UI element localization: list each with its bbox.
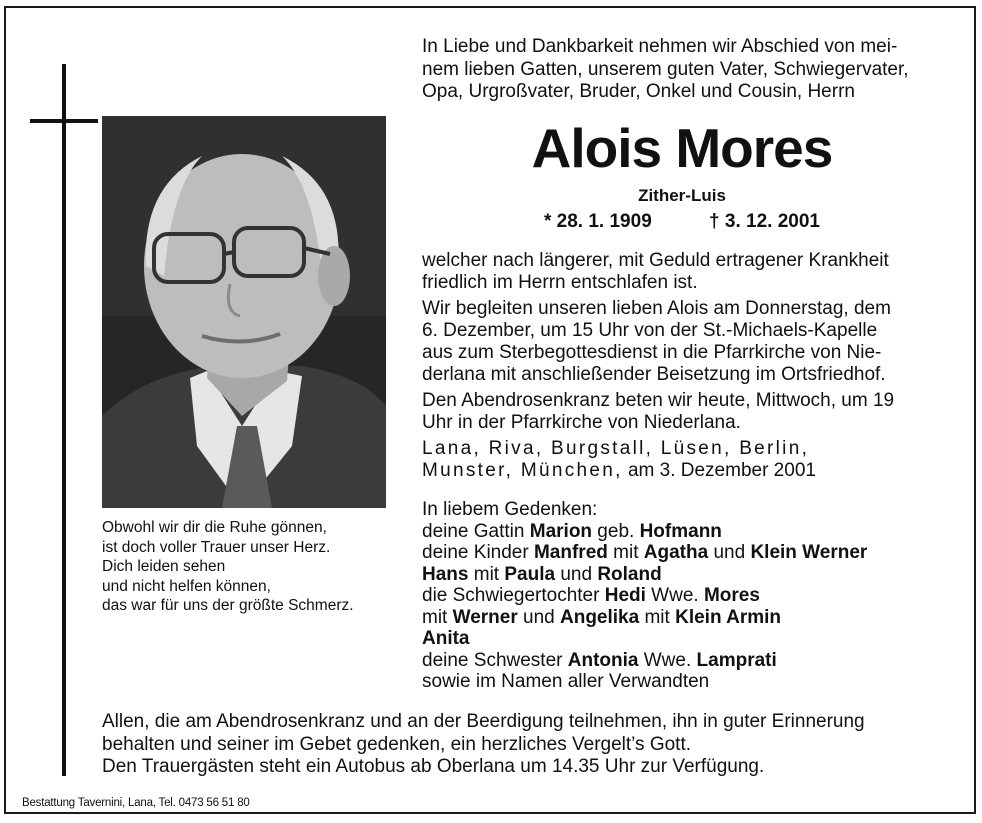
mourner-line: Hans mit Paula und Roland bbox=[422, 563, 662, 585]
closing-line: Allen, die am Abendrosenkranz und an der Beerdigung teilnehmen, ihn in guter Erinnerung bbox=[102, 711, 865, 732]
intro-line: nem lieben Gatten, unserem guten Vater, Schwiegervater, bbox=[422, 58, 909, 80]
poem-line: und nicht helfen können, bbox=[102, 577, 271, 595]
poem-line: ist doch voller Trauer unser Herz. bbox=[102, 538, 331, 556]
cross-icon bbox=[62, 64, 66, 776]
poem-line: Dich leiden sehen bbox=[102, 558, 226, 575]
mourner-line: Anita bbox=[422, 628, 470, 649]
body-line: derlana mit anschließender Beisetzung im Ortsfriedhof. bbox=[422, 364, 886, 385]
deceased-nickname: Zither-Luis bbox=[638, 186, 726, 205]
places-date-line bbox=[422, 460, 952, 482]
body-line: Uhr in der Pfarrkirche von Niederlana. bbox=[422, 412, 741, 433]
cross-icon-bar bbox=[30, 119, 98, 123]
mourner-line: die Schwiegertochter Hedi Wwe. Mores bbox=[422, 585, 760, 606]
mourner-line: deine Schwester Antonia Wwe. Lamprati bbox=[422, 649, 777, 671]
mourners-list bbox=[422, 499, 952, 693]
mourner-line: deine Kinder Manfred mit Agatha und Klein Werner bbox=[422, 542, 868, 563]
paragraph-rosary bbox=[422, 390, 952, 434]
places-line: Munster, München, bbox=[422, 460, 623, 481]
poem-line: Obwohl wir dir die Ruhe gönnen, bbox=[102, 519, 327, 536]
portrait-photo bbox=[102, 116, 386, 508]
paragraph-funeral bbox=[422, 298, 952, 386]
body-line: friedlich im Herrn entschlafen ist. bbox=[422, 272, 698, 293]
life-dates bbox=[422, 211, 942, 233]
closing-text bbox=[102, 711, 962, 779]
mourner-line: deine Gattin Marion geb. Hofmann bbox=[422, 520, 722, 542]
memorial-poem bbox=[102, 518, 402, 616]
mourner-line: mit Werner und Angelika mit Klein Armin bbox=[422, 606, 782, 628]
paragraph-illness bbox=[422, 250, 952, 294]
body-line: 6. Dezember, um 15 Uhr von der St.-Michaels-Kapelle bbox=[422, 320, 878, 341]
body-line: Den Abendrosenkranz beten wir heute, Mittwoch, um 19 bbox=[422, 390, 895, 411]
paragraph-places-date bbox=[422, 438, 952, 482]
poem-line: das war für uns der größte Schmerz. bbox=[102, 597, 354, 614]
body-line: Wir begleiten unseren lieben Alois am Donnerstag, dem bbox=[422, 298, 891, 319]
intro-line: In Liebe und Dankbarkeit nehmen wir Abschied von mei- bbox=[422, 36, 898, 57]
birth-date: * 28. 1. 1909 bbox=[544, 211, 652, 232]
notice-date: am 3. Dezember 2001 bbox=[622, 460, 816, 481]
closing-line: behalten und seiner im Gebet gedenken, ein herzliches Vergelt’s Gott. bbox=[102, 733, 692, 755]
mourner-line: sowie im Namen aller Verwandten bbox=[422, 671, 710, 692]
notice-body bbox=[422, 250, 952, 486]
intro-text bbox=[422, 36, 952, 104]
body-line: aus zum Sterbegottesdienst in die Pfarrkirche von Nie- bbox=[422, 342, 882, 363]
funeral-home-footer: Bestattung Tavernini, Lana, Tel. 0473 56 51 80 bbox=[22, 797, 250, 809]
closing-line: Den Trauergästen steht ein Autobus ab Oberlana um 14.35 Uhr zur Verfügung. bbox=[102, 756, 765, 777]
deceased-name: Alois Mores bbox=[531, 117, 833, 179]
death-date: † 3. 12. 2001 bbox=[709, 211, 820, 232]
intro-line: Opa, Urgroßvater, Bruder, Onkel und Cousin, Herrn bbox=[422, 81, 855, 102]
mourners-heading: In liebem Gedenken: bbox=[422, 499, 598, 520]
body-line: welcher nach längerer, mit Geduld ertragener Krankheit bbox=[422, 250, 889, 271]
places-line: Lana, Riva, Burgstall, Lüsen, Berlin, bbox=[422, 438, 810, 459]
